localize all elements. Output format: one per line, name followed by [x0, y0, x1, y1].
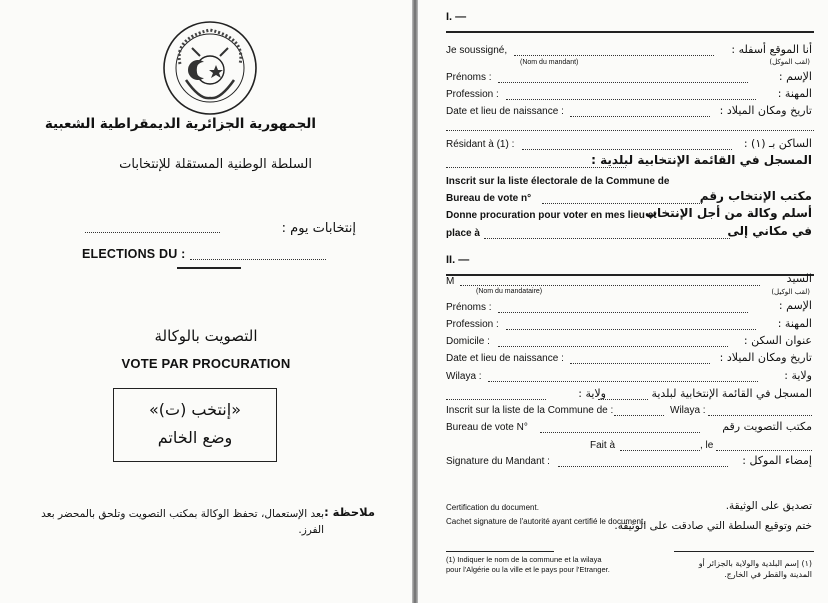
- resident-ar: الساكن بـ (١) :: [743, 137, 812, 150]
- footnote-ar: (١) إسم البلدية والولاية بالجزائر أو المدينة والقطر في الخارج.: [698, 559, 812, 579]
- signature-ar: إمضاء الموكل :: [742, 454, 812, 467]
- right-page: [418, 0, 828, 603]
- date-lieu-line: [570, 116, 710, 117]
- footnote-rule-right: [674, 551, 814, 552]
- national-seal-emblem: [160, 18, 260, 118]
- place-a-line: [484, 238, 730, 239]
- registered-2-line-a: [446, 399, 546, 400]
- blank-line-1: [446, 130, 814, 131]
- registered-2-ar: المسجل في القائمة الإنتخابية لبلدية: [651, 387, 812, 400]
- certification-label: Certification du document.: [446, 503, 539, 512]
- profession-ar: المهنة :: [777, 87, 812, 100]
- profession-label: Profession :: [446, 89, 499, 100]
- proxy-ar: أسلم وكالة من أجل الإنتخاب: [644, 206, 812, 220]
- short-rule: [177, 267, 241, 269]
- nom-du-mandant-hint: (Nom du mandant): [520, 59, 579, 66]
- wilaya-inline-label: Wilaya :: [670, 405, 706, 416]
- bureau-vote-label: Bureau de vote n°: [446, 193, 532, 204]
- domicile-label: Domicile :: [446, 336, 490, 347]
- elections-du-label: ELECTIONS DU :: [82, 247, 186, 261]
- prenoms-2-label: Prénoms :: [446, 302, 492, 313]
- birth-2-ar: تاريخ ومكان الميلاد :: [719, 351, 812, 364]
- je-soussigne-line: [514, 55, 714, 56]
- proxy-vote-ar: التصويت بالوكالة: [154, 327, 258, 345]
- fait-a-label: Fait à: [590, 440, 616, 451]
- polling-ar: مكتب التصويت رقم: [722, 420, 812, 433]
- stamp-box: [113, 388, 277, 462]
- prenoms-line: [498, 82, 748, 83]
- le-label: , le: [700, 440, 714, 451]
- proxy-vote-fr: VOTE PAR PROCURATION: [121, 356, 291, 371]
- note-text-ar: بعد الإستعمال، تحفظ الوكالة بمكتب التصويت وتلحق بالمحضر بعد الفرز.: [41, 508, 324, 536]
- inscrit-commune-2-label: Inscrit sur la liste de la Commune de :: [446, 405, 614, 416]
- stamp-line-2: وضع الخاتم: [157, 428, 233, 447]
- registered-ar: المسجل في القائمة الإنتخابية لبلدية :: [591, 153, 812, 167]
- elections-day-ar-label: إنتخابات يوم :: [281, 221, 356, 236]
- section-1-rule: [446, 31, 814, 33]
- profession-2-ar: المهنة :: [777, 317, 812, 330]
- mr-ar: السيد: [786, 272, 812, 285]
- donne-procuration-label: Donne procuration pour voter en mes lieu et: [446, 210, 657, 221]
- profession-2-line: [506, 329, 756, 330]
- section-1-heading: I. —: [446, 11, 467, 23]
- date-lieu-2-label: Date et lieu de naissance :: [446, 353, 564, 364]
- m-line: [460, 285, 760, 286]
- registered-line: [446, 167, 626, 168]
- republic-title-ar: الجمهورية الجزائرية الديمقراطية الشعبية: [44, 116, 316, 132]
- m-label: M: [446, 276, 455, 287]
- address-ar: عنوان السكن :: [743, 334, 812, 347]
- place-a-label: place à: [446, 228, 480, 239]
- wilaya-label: Wilaya :: [446, 371, 482, 382]
- inscrit-commune-2-line: [614, 415, 664, 416]
- bureau-vote-line: [542, 203, 702, 204]
- resident-line: [522, 149, 732, 150]
- note-label-ar: ملاحظة :: [324, 505, 375, 519]
- seal-ar: ختم وتوقيع السلطة التي صادقت على الوثيقة.: [614, 520, 812, 532]
- stamp-line-1: «إنتخب (ت)»: [149, 400, 241, 419]
- je-soussigne-label: Je soussigné,: [446, 45, 508, 56]
- date-lieu-2-line: [570, 363, 710, 364]
- inscrit-commune-label: Inscrit sur la liste électorale de la Commune de: [446, 176, 670, 187]
- footnote-fr: (1) Indiquer le nom de la commune et la wilaya pour l'Algérie ou la ville et le pays pour l'Etranger.: [446, 555, 610, 574]
- first-name-ar: الإسم :: [778, 70, 812, 83]
- signature-line: [558, 466, 728, 467]
- registered-2-line-b: [598, 399, 648, 400]
- resident-label: Résidant à (1) :: [446, 139, 515, 150]
- in-my-place-ar: في مكاني إلى: [727, 224, 812, 238]
- left-page: [0, 0, 412, 603]
- fait-a-line: [620, 450, 700, 451]
- surname-agent-ar: (لقب الوكيل): [771, 288, 810, 296]
- first-name-2-ar: الإسم :: [778, 299, 812, 312]
- nom-du-mandataire-hint: (Nom du mandataire): [476, 288, 543, 295]
- section-2-rule: [446, 274, 814, 276]
- prenoms-2-line: [498, 312, 748, 313]
- elections-day-ar-line: [85, 232, 220, 233]
- surname-mandant-ar: (لقب الموكل): [769, 58, 810, 66]
- wilaya-ar: ولاية :: [784, 369, 812, 382]
- bureau-ar: مكتب الإنتخاب رقم: [699, 189, 812, 203]
- authority-title-ar: السلطة الوطنية المستقلة للإنتخابات: [119, 157, 312, 172]
- elections-du-line: [190, 259, 326, 260]
- birth-ar: تاريخ ومكان الميلاد :: [719, 104, 812, 117]
- undersigned-ar: أنا الموقع أسفله :: [731, 43, 812, 56]
- le-line: [716, 450, 812, 451]
- wilaya-inline-line: [708, 415, 812, 416]
- date-lieu-naissance-label: Date et lieu de naissance :: [446, 106, 564, 117]
- prenoms-label: Prénoms :: [446, 72, 492, 83]
- profession-line: [506, 99, 756, 100]
- wilaya-ar-2: ولاية :: [578, 387, 606, 400]
- bureau-vote-2-label: Bureau de vote N°: [446, 422, 528, 433]
- profession-2-label: Profession :: [446, 319, 499, 330]
- cachet-label: Cachet signature de l'autorité ayant certifié le document.: [446, 517, 646, 526]
- domicile-line: [498, 346, 728, 347]
- wilaya-line: [488, 381, 758, 382]
- signature-mandant-label: Signature du Mandant :: [446, 456, 550, 467]
- cert-ar: تصديق على الوثيقة.: [725, 500, 812, 512]
- section-2-heading: II. —: [446, 254, 470, 266]
- bureau-vote-2-line: [540, 432, 700, 433]
- footnote-rule-left: [446, 551, 554, 552]
